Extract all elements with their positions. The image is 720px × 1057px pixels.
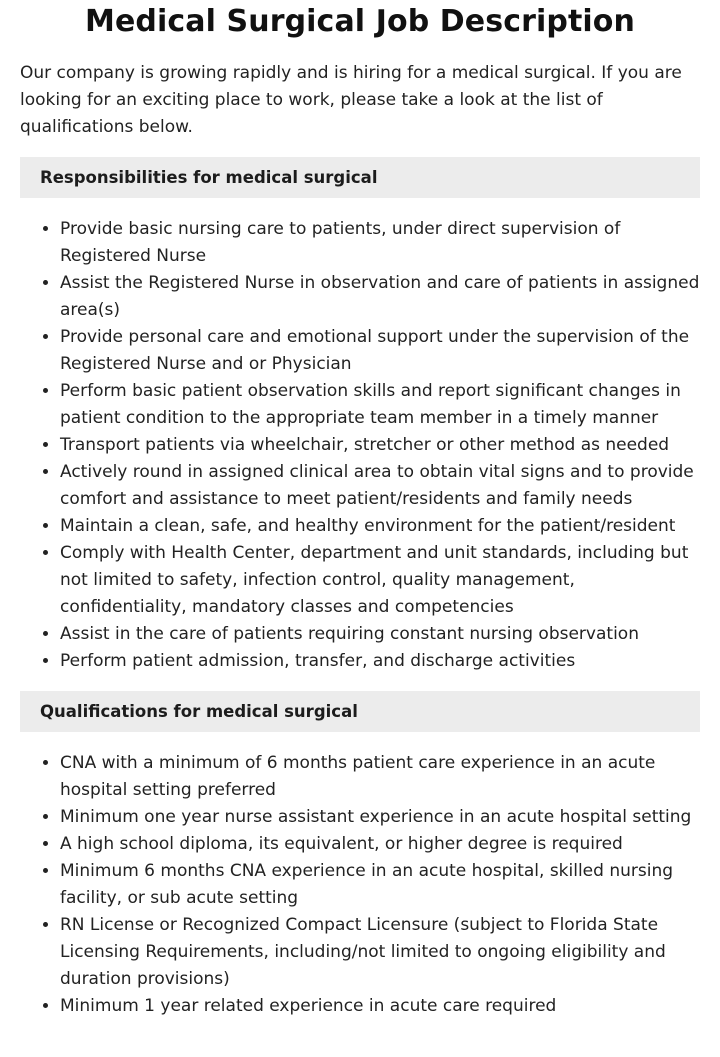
list-item: • Assist the Registered Nurse in observation and care of patients in assigned area(s) (60, 270, 700, 324)
qualifications-list (20, 750, 700, 1020)
list-item: • Perform basic patient observation skills and report significant changes in patient condition to the appropriate team member in a timely manner (60, 378, 700, 432)
list-item: • Maintain a clean, safe, and healthy environment for the patient/resident (60, 513, 700, 540)
list-item: • Perform patient admission, transfer, and discharge activities (60, 648, 700, 675)
list-item: • Comply with Health Center, department and unit standards, including but not limited to safety, infection control, quality management, confidentiality, mandatory classes and competencies (60, 540, 700, 621)
list-item: • RN License or Recognized Compact Licensure (subject to Florida State Licensing Requirements, including/not limited to ongoing eligibility and duration provisions) (60, 912, 700, 993)
list-item: • Provide personal care and emotional support under the supervision of the Registered Nurse and or Physician (60, 324, 700, 378)
qualifications-heading: Qualifications for medical surgical (20, 691, 700, 732)
list-item: • Provide basic nursing care to patients, under direct supervision of Registered Nurse (60, 216, 700, 270)
list-item: • Transport patients via wheelchair, stretcher or other method as needed (60, 432, 700, 459)
list-item: • Actively round in assigned clinical area to obtain vital signs and to provide comfort and assistance to meet patient/residents and family needs (60, 459, 700, 513)
list-item: • Minimum one year nurse assistant experience in an acute hospital setting (60, 804, 700, 831)
list-item: • A high school diploma, its equivalent, or higher degree is required (60, 831, 700, 858)
list-item: • Minimum 1 year related experience in acute care required (60, 993, 700, 1020)
page-title: Medical Surgical Job Description (85, 4, 635, 39)
list-item: • CNA with a minimum of 6 months patient care experience in an acute hospital setting preferred (60, 750, 700, 804)
list-item: • Minimum 6 months CNA experience in an acute hospital, skilled nursing facility, or sub acute setting (60, 858, 700, 912)
intro-paragraph: Our company is growing rapidly and is hiring for a medical surgical. If you are looking for an exciting place to work, please take a look at the list of qualifications below. (20, 63, 682, 137)
responsibilities-list (20, 216, 700, 675)
list-item: • Assist in the care of patients requiring constant nursing observation (60, 621, 700, 648)
responsibilities-heading: Responsibilities for medical surgical (20, 157, 700, 198)
